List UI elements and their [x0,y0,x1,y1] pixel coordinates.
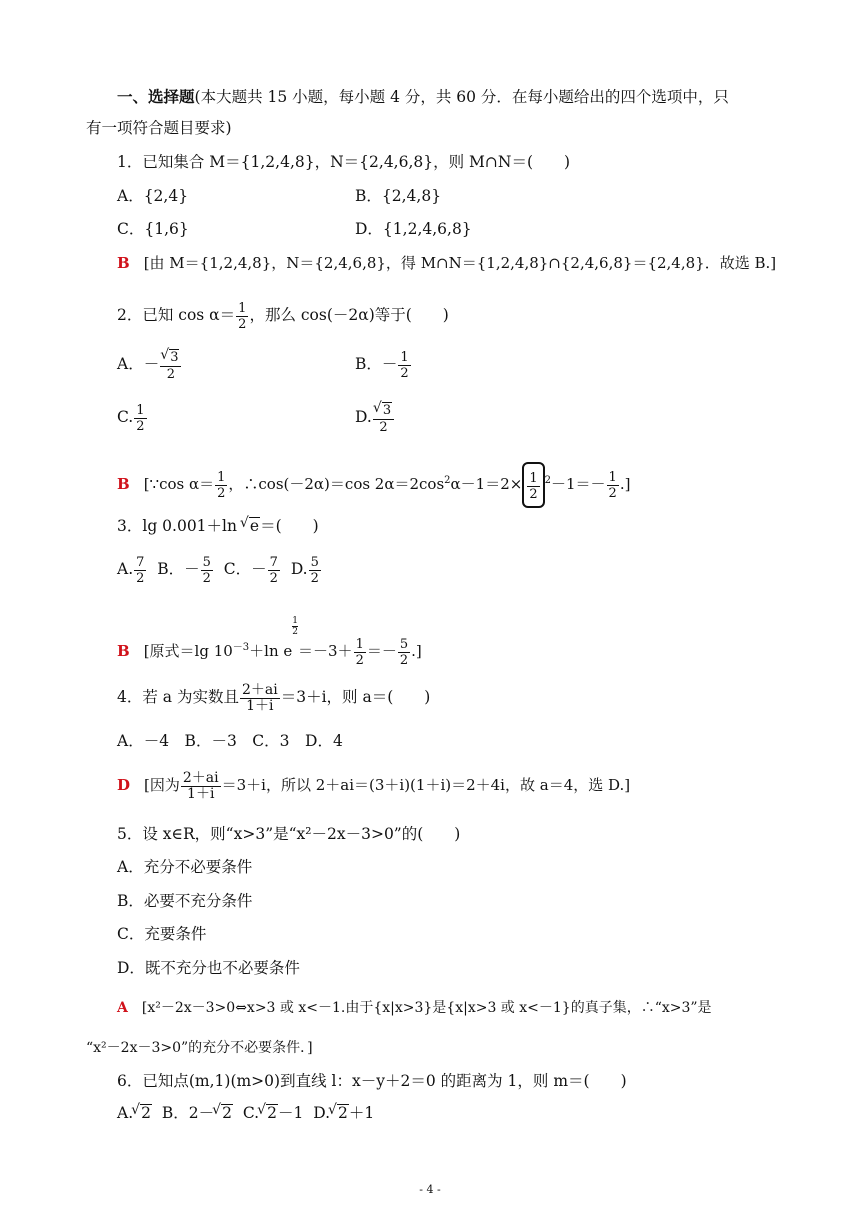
q4-answer-letter: D [117,776,131,794]
section-desc-1: (本大题共 15 小题，每小题 4 分，共 60 分．在每小题给出的四个选项中，只 [194,88,729,106]
q4-stem: 4．若 a 为实数且 $\frac{2+ai}{1+i}$ ＝3＋i，则 a＝( ) [117,681,431,714]
q6-options: A.√ 2 B．2－√ 2 C.√ 2－1 D.√ 2＋1 [117,1103,374,1123]
q5-answer [117,998,712,1018]
section-desc-2: 有一项符合题目要求) [86,119,232,137]
q3-stem: 3．lg 0.001＋ln √ e＝( ) [117,516,319,536]
q1-answer-letter: B [117,254,130,272]
q2-stem-b: ，那么 cos(－2α)等于( ) [249,306,449,324]
q5-answer-letter: A [117,1000,128,1016]
q2-answer: B [∵cos α＝ $\frac{1}{2}$ ，∴cos(－2α)＝cos $2\alpha=2\cos^2\alpha-1=2\times$ $\frac{1}{2}$ $^2$－1＝－ $\frac{1}{2}$ .] [117,460,630,508]
q1-answer [117,253,776,273]
q1-option-c: C．{1,6} [117,220,189,238]
page-number: - 4 - [419,1183,441,1196]
q5-option-c: C．充要条件 [117,925,207,943]
section-header [117,87,729,107]
q2-option-b: B．－ $\frac{1}{2}$ [355,349,409,381]
q1-option-b: B．{2,4,8} [355,187,442,205]
q2-frac-half: $\frac{1}{2}$ [238,300,247,332]
q1-option-d: D．{1,2,4,6,8} [355,220,472,238]
q5-explanation-2: “x²－2x－3>0”的充分不必要条件．] [86,1040,313,1056]
q5-stem: 5．设 x∈R，则“x>3”是“x²－2x－3>0”的( ) [117,825,461,843]
q2-option-a: A．－ √ $\frac{3}{2}$ [117,344,182,384]
q3-options: A. $\frac{7}{2}$ B．－ $\frac{5}{2}$ C．－ $\frac{7}{2}$ D. $\frac{5}{2}$ [117,554,319,586]
q1-stem: 1．已知集合 M＝{1,2,4,8}，N＝{2,4,6,8}，则 M∩N＝( ) [117,153,571,171]
q2-stem [117,295,449,335]
q2-option-c: C. $\frac{1}{2}$ [117,402,145,434]
q1-option-a: A．{2,4} [117,187,189,205]
q6-stem: 6．已知点(m,1)(m>0)到直线 l：x－y＋2＝0 的距离为 1，则 m＝( ) [117,1072,627,1090]
q1-explanation: [由 M＝{1,2,4,8}，N＝{2,4,6,8}，得 M∩N＝{1,2,4,8}∩{2,4,6,8}＝{2,4,8}．故选 B.] [143,254,777,272]
section-title: 一、选择题 [117,87,195,106]
q2-answer-letter: B [117,475,130,493]
q5-explanation-1: [x²－2x－3>0⇔x>3 或 x<－1.由于{x|x>3}是{x|x>3 或 x<－1}的真子集，∴“x>3”是 [141,1000,712,1016]
q5-option-b: B．必要不充分条件 [117,892,253,910]
q2-stem-a: 2．已知 cos α＝ [117,306,236,324]
q3-answer-letter: B [117,642,130,660]
q4-options: A．－4 B．－3 C．3 D．4 [117,732,343,750]
q4-answer: D [因为 $\frac{2+ai}{1+i}$ ＝3＋i，所以 2＋ai＝(3＋i)(1＋i)＝2＋4i，故 a＝4，选 D.] [117,769,631,802]
q5-option-a: A．充分不必要条件 [117,858,253,876]
q5-option-d: D．既不充分也不必要条件 [117,959,300,977]
q3-answer: B [原式＝lg $10^{-3}+\ln$ e $\frac{1}{2}$ ＝－3＋ $\frac{1}{2}$ ＝－ $\frac{5}{2}$ .] [117,616,422,668]
q2-option-d: D. √ $\frac{3}{2}$ [355,397,395,437]
